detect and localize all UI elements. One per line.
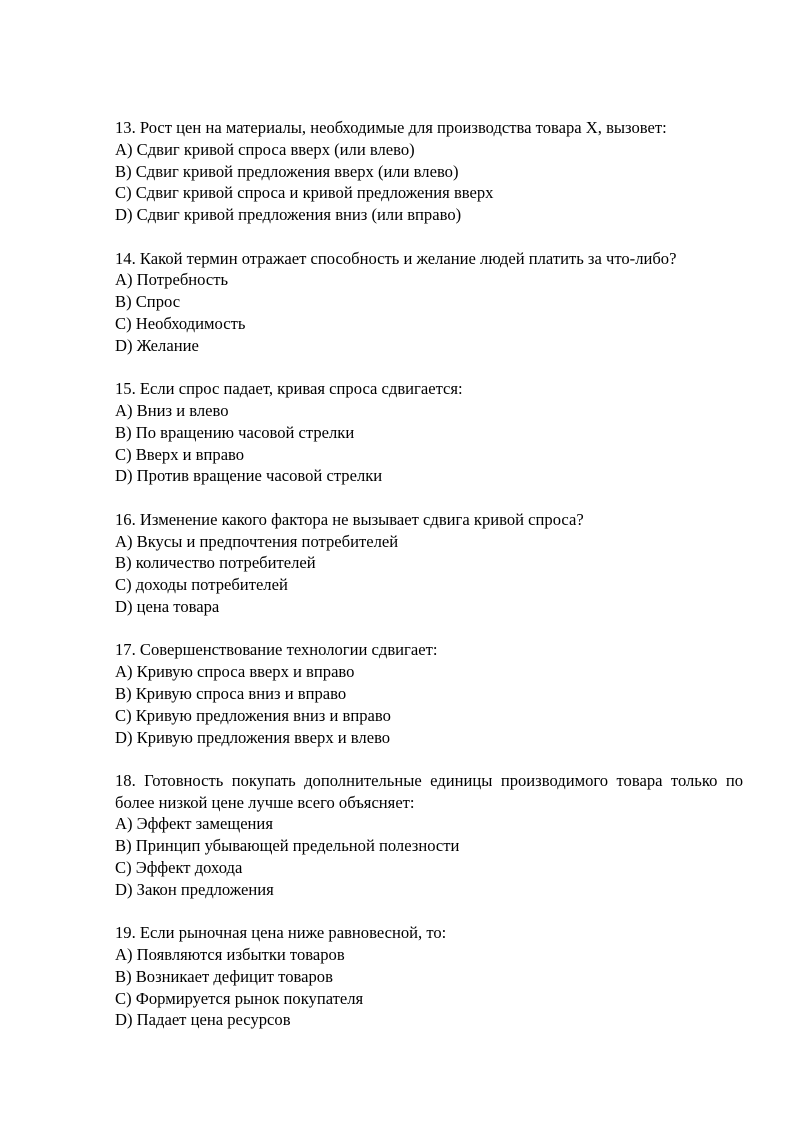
answer-option-d: D) цена товара [115,596,220,616]
question-13 [115,117,743,226]
answer-option-d: D) Кривую предложения вверх и влево [115,727,391,747]
answer-option-d: D) Желание [115,335,199,355]
answer-option-c: C) Сдвиг кривой спроса и кривой предложения вверх [115,183,494,203]
answer-option-c: C) Вверх и вправо [115,444,245,464]
answer-option-b: B) По вращению часовой стрелки [115,422,355,442]
question-16 [115,509,743,618]
question-19 [115,922,743,1031]
question-text: 14. Какой термин отражает способность и желание людей платить за что-либо? [115,248,677,268]
answer-option-a: A) Эффект замещения [115,814,273,834]
answer-option-d: D) Падает цена ресурсов [115,1010,291,1030]
answer-option-b: B) Спрос [115,292,181,312]
answer-option-a: A) Вкусы и предпочтения потребителей [115,531,399,551]
answer-option-c: C) Кривую предложения вниз и вправо [115,705,391,725]
question-18 [115,770,743,901]
question-text: 16. Изменение какого фактора не вызывает сдвига кривой спроса? [115,509,584,529]
question-14 [115,248,743,357]
document-page [115,117,743,1053]
answer-option-d: D) Сдвиг кривой предложения вниз (или вправо) [115,205,462,225]
question-text: 17. Совершенствование технологии сдвигает: [115,640,438,660]
question-text: 15. Если спрос падает, кривая спроса сдвигается: [115,379,463,399]
answer-option-d: D) Закон предложения [115,879,274,899]
answer-option-b: B) Сдвиг кривой предложения вверх (или влево) [115,161,459,181]
answer-option-b: B) Кривую спроса вниз и вправо [115,683,347,703]
answer-option-b: B) количество потребителей [115,553,316,573]
answer-option-c: C) Необходимость [115,313,246,333]
answer-option-b: B) Возникает дефицит товаров [115,966,333,986]
answer-option-a: A) Кривую спроса вверх и вправо [115,662,355,682]
question-text: 13. Рост цен на материалы, необходимые для производства товара X, вызовет: [115,118,667,137]
answer-option-a: A) Вниз и влево [115,400,229,420]
answer-option-d: D) Против вращение часовой стрелки [115,466,383,486]
answer-option-b: B) Принцип убывающей предельной полезности [115,836,460,856]
answer-option-a: A) Появляются избытки товаров [115,945,345,965]
question-15 [115,378,743,487]
question-text: 18. Готовность покупать дополнительные единицы производимого товара только по более низкой цене лучше всего объясняет: [115,770,743,812]
answer-option-c: C) Формируется рынок покупателя [115,988,364,1008]
question-17 [115,639,743,748]
answer-option-a: A) Сдвиг кривой спроса вверх (или влево) [115,139,415,159]
answer-option-c: C) Эффект дохода [115,858,243,878]
question-text: 19. Если рыночная цена ниже равновесной, то: [115,923,447,943]
answer-option-a: A) Потребность [115,270,229,290]
answer-option-c: C) доходы потребителей [115,575,288,595]
